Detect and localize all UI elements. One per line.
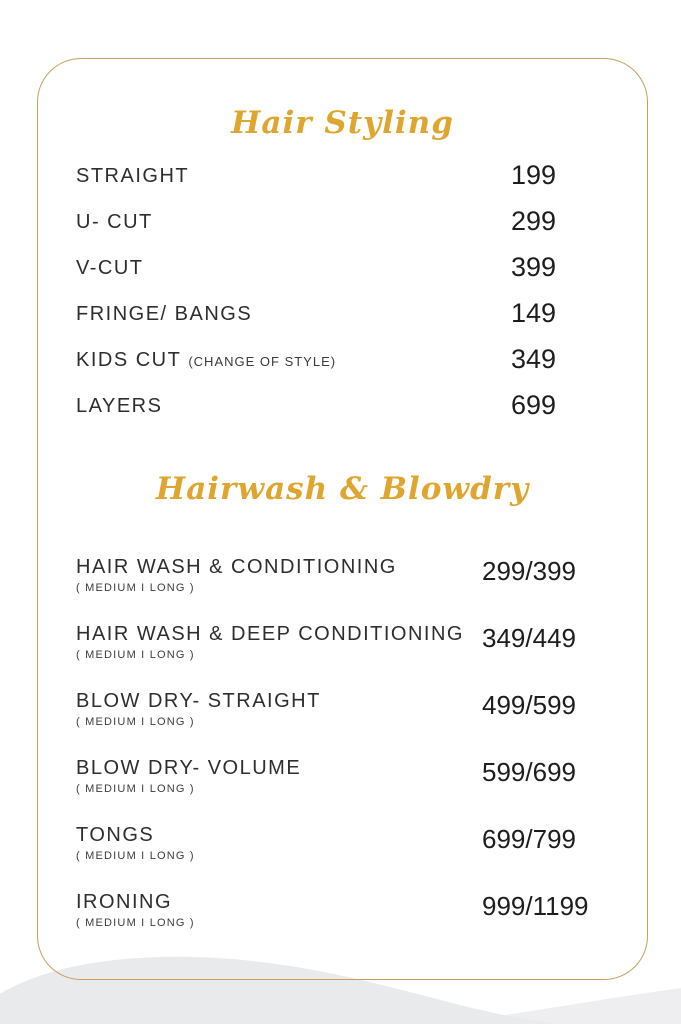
menu-item-row — [76, 337, 647, 383]
menu-card — [37, 58, 648, 980]
item-name-block — [76, 348, 336, 372]
item-name: KIDS CUT — [76, 349, 182, 371]
item-name-line — [76, 302, 252, 326]
item-name-block — [76, 210, 153, 234]
item-name-line — [76, 256, 144, 280]
menu-item-row — [76, 245, 647, 291]
item-name-line — [76, 164, 189, 188]
item-name-block — [76, 256, 144, 280]
menu-section-1 — [38, 105, 647, 429]
item-name-line — [76, 555, 397, 579]
item-name-block — [76, 823, 195, 862]
item-name: STRAIGHT — [76, 165, 190, 187]
item-name-line — [76, 394, 162, 418]
item-name-line — [76, 689, 321, 713]
menu-item-row — [76, 555, 647, 599]
item-size-label: ( MEDIUM I LONG ) — [76, 716, 195, 728]
item-size-label: ( MEDIUM I LONG ) — [76, 783, 195, 795]
item-price: 299 — [511, 206, 557, 237]
item-name: LAYERS — [76, 395, 163, 417]
item-name-line — [76, 348, 336, 372]
menu-item-row — [76, 622, 647, 666]
item-name-block — [76, 302, 252, 326]
item-price: 349 — [511, 344, 557, 375]
menu-item-row — [76, 153, 647, 199]
item-name: BLOW DRY- STRAIGHT — [76, 690, 321, 712]
item-note: (CHANGE OF STYLE) — [188, 354, 337, 369]
menu-item-row — [76, 383, 647, 429]
item-name: FRINGE/ BANGS — [76, 303, 253, 325]
item-size-label: ( MEDIUM I LONG ) — [76, 850, 195, 862]
menu-section-2 — [38, 471, 647, 934]
item-size-label: ( MEDIUM I LONG ) — [76, 582, 195, 594]
item-name-line — [76, 823, 195, 847]
item-name-block — [76, 689, 321, 728]
item-size-label: ( MEDIUM I LONG ) — [76, 649, 195, 661]
item-name: BLOW DRY- VOLUME — [76, 757, 302, 779]
menu-item-row — [76, 823, 647, 867]
item-price: 599/699 — [482, 757, 576, 787]
item-name: V-CUT — [76, 257, 144, 279]
menu-item-row — [76, 689, 647, 733]
item-name: U- CUT — [76, 211, 153, 233]
item-name: TONGS — [76, 824, 155, 846]
item-price: 399 — [511, 252, 557, 283]
menu-list — [38, 153, 647, 429]
item-price: 499/599 — [482, 690, 576, 720]
menu-content — [38, 105, 647, 934]
item-name-block — [76, 555, 397, 594]
item-name-line — [76, 890, 195, 914]
item-price: 699/799 — [482, 824, 576, 854]
menu-item-row — [76, 756, 647, 800]
section-title: Hair Styling — [231, 105, 454, 141]
item-name-block — [76, 622, 464, 661]
item-name-line — [76, 210, 153, 234]
item-name-line — [76, 756, 301, 780]
item-name: HAIR WASH & CONDITIONING — [76, 556, 397, 578]
menu-item-row — [76, 890, 647, 934]
item-name: HAIR WASH & DEEP CONDITIONING — [76, 623, 464, 645]
item-name: IRONING — [76, 891, 173, 913]
item-price: 699 — [511, 390, 557, 421]
menu-item-row — [76, 199, 647, 245]
menu-item-row — [76, 291, 647, 337]
menu-list — [38, 555, 647, 934]
item-name-block — [76, 756, 301, 795]
item-size-label: ( MEDIUM I LONG ) — [76, 917, 195, 929]
item-price: 999/1199 — [482, 891, 589, 921]
item-name-block — [76, 164, 189, 188]
item-price: 149 — [511, 298, 557, 329]
item-price: 199 — [511, 160, 557, 191]
item-name-block — [76, 890, 195, 929]
item-name-line — [76, 622, 464, 646]
item-price: 349/449 — [482, 623, 576, 653]
section-title: Hairwash & Blowdry — [155, 471, 530, 507]
item-price: 299/399 — [482, 556, 576, 586]
item-name-block — [76, 394, 162, 418]
